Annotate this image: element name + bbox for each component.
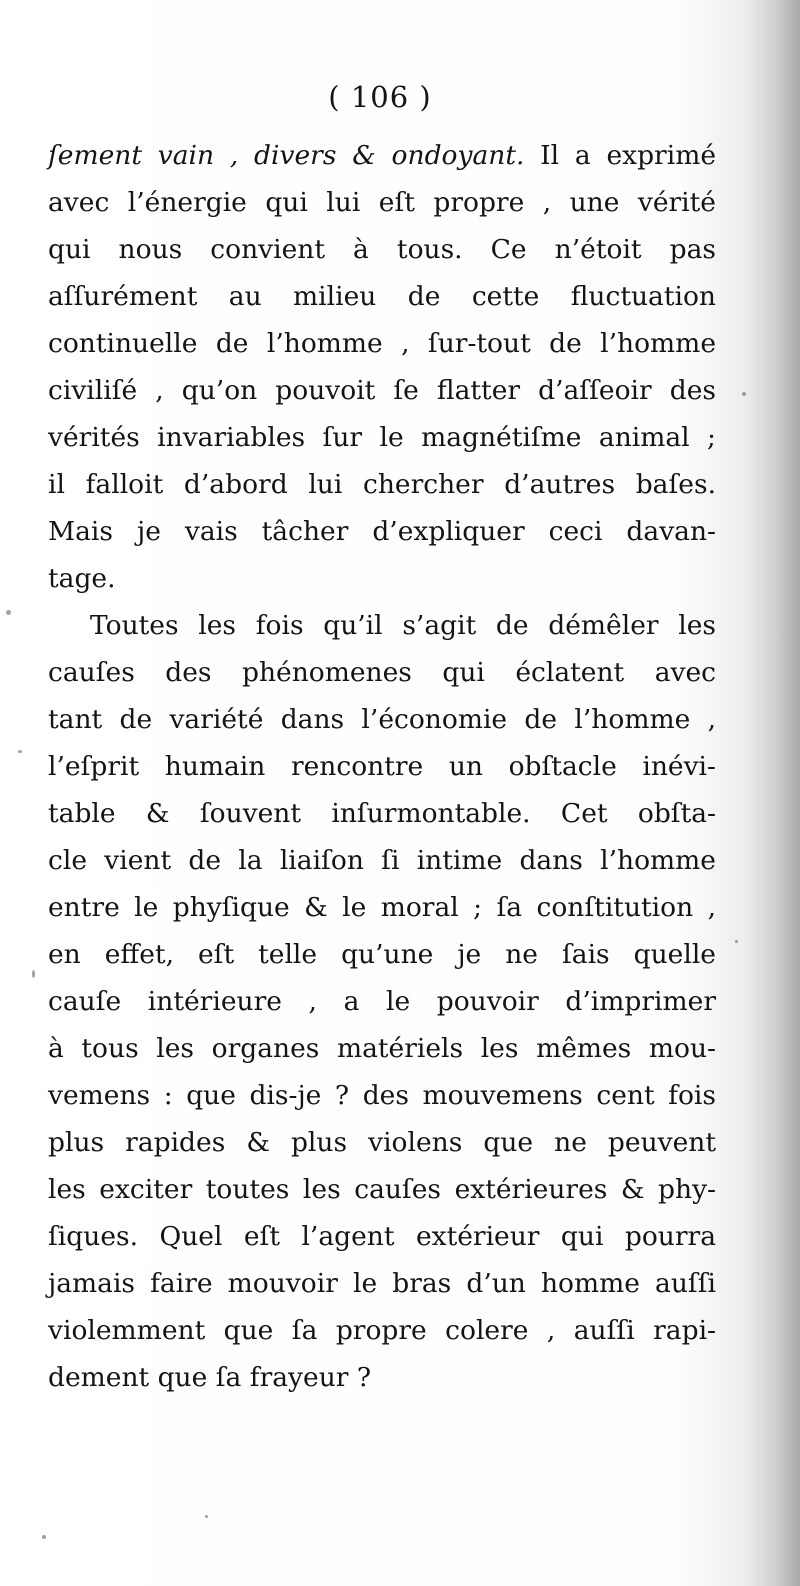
text-line: à tous les organes matériels les mêmes mou- xyxy=(48,1033,716,1064)
text-line-rest: Il a exprimé xyxy=(524,140,717,171)
text-line: vemens : que dis-je ? des mouvemens cent fois xyxy=(48,1080,716,1111)
text-line: l’eſprit humain rencontre un obſtacle inévi- xyxy=(48,751,716,782)
page-number: ( 106 ) xyxy=(328,80,432,114)
paper-speck xyxy=(42,1535,46,1539)
text-line: vérités invariables ſur le magnétiſme animal ; xyxy=(48,422,716,453)
text-line: civiliſé , qu’on pouvoit ſe flatter d’aſſeoir des xyxy=(48,375,716,406)
paper-speck xyxy=(205,1515,208,1518)
text-line: dement que ſa frayeur ? xyxy=(48,1362,372,1393)
text-line: il falloit d’abord lui chercher d’autres baſes. xyxy=(48,469,716,500)
paper-speck xyxy=(735,940,738,943)
text-line: en effet, eſt telle qu’une je ne ſais quelle xyxy=(48,939,716,970)
paper-speck xyxy=(32,970,35,978)
text-line: qui nous convient à tous. Ce n’étoit pas xyxy=(48,234,716,265)
text-line: cauſe intérieure , a le pouvoir d’imprimer xyxy=(48,986,716,1017)
italic-quote: ſement vain , divers & ondoyant. xyxy=(48,140,525,171)
text-line: violemment que ſa propre colere , auſſi rapi- xyxy=(48,1315,716,1346)
text-line: avec l’énergie qui lui eſt propre , une vérité xyxy=(48,187,716,218)
text-line: cle vient de la liaiſon ſi intime dans l’homme xyxy=(48,845,716,876)
paper-speck xyxy=(18,750,22,753)
paragraph-1 xyxy=(48,132,716,602)
text-body xyxy=(48,132,716,1401)
text-line: tage. xyxy=(48,563,116,594)
text-line: table & ſouvent inſurmontable. Cet obſta- xyxy=(48,798,716,829)
text-line: plus rapides & plus violens que ne peuvent xyxy=(48,1127,716,1158)
text-line: cauſes des phénomenes qui éclatent avec xyxy=(48,657,716,688)
paragraph-2 xyxy=(48,602,716,1401)
text-line: les exciter toutes les cauſes extérieures & phy- xyxy=(48,1174,716,1205)
text-line: Toutes les fois qu’il s’agit de démêler les xyxy=(90,610,716,641)
text-line: entre le phyſique & le moral ; ſa conſtitution , xyxy=(48,892,716,923)
text-line: aſſurément au milieu de cette fluctuation xyxy=(48,281,716,312)
text-line xyxy=(48,132,716,179)
paper-speck xyxy=(6,610,11,615)
paper-speck xyxy=(742,392,746,396)
text-line: ſiques. Quel eſt l’agent extérieur qui pourra xyxy=(48,1221,716,1252)
text-line: tant de variété dans l’économie de l’homme , xyxy=(48,704,716,735)
text-line: Mais je vais tâcher d’expliquer ceci davan- xyxy=(48,516,716,547)
text-line: jamais faire mouvoir le bras d’un homme auſſi xyxy=(48,1268,716,1299)
text-line: continuelle de l’homme , ſur-tout de l’homme xyxy=(48,328,716,359)
